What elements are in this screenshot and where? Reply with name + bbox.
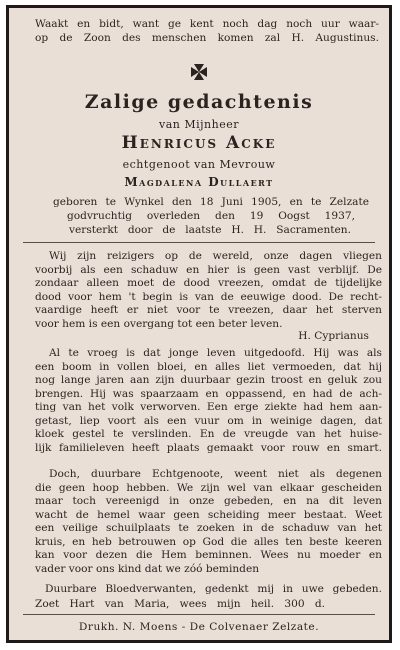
header-quote-text: op de Zoon des menschen komen zal [35,32,281,44]
indulgence-prayer: Zoet Hart van Maria, wees mijn heil. 300 d. [35,598,325,610]
header-quote-line-1: Waakt en bidt, want ge kent noch dag noch uur waar- [35,18,379,30]
paragraph-line: Al te vroeg is dat jonge leven uitgedoofd. Hij was als [49,347,382,359]
printer-credit: Drukh. N. Moens - De Colvenaer Zelzate. [78,621,320,633]
card-title: Zalige gedachtenis [84,91,314,113]
divider-bottom [23,614,375,615]
birth-line: geboren te Wynkel den 18 Juni 1905, en te Zelzate [53,196,369,208]
paragraph-line: die geen hoop hebben. We zijn wel van elkaar gescheiden [35,481,382,494]
paragraph-line: brengen. Hij was spaarzaam en oppassend, en had de ach- [35,387,382,400]
sacraments-line: versterkt door de laatste H. H. Sacramenten. [69,224,351,236]
paragraph-line: kan voor dezen die Hem beminnen. Wees nu moeder en [35,549,382,561]
paragraph-line: een veilige schuilplaats te zoeken in de schaduw van het [35,522,382,534]
spouse-intro: echtgenoot van Mevrouw [122,158,276,171]
maltese-cross-icon [17,63,381,85]
paragraph-line: Doch, duurbare Echtgenoote, weent niet als degenen [49,468,382,480]
paragraph-line: lijk familieleven heeft plaats gemaakt voor rouw en smart. [35,441,382,454]
paragraph-line: kruis, en heb betrouwen op God die alles ten beste keeren [35,535,382,548]
paragraph-line: kloek gestel te verslinden. En de vreugde van het huise- [35,428,382,440]
prayer-request: Duurbare Bloedverwanten, gedenkt mij in uwe gebeden. [45,583,382,595]
paragraph-line: vader voor ons kind dat we zóó beminden [35,562,260,575]
paragraph-life [35,347,382,455]
deceased-name: Henricus Acke [121,133,277,153]
paragraph-line: voor hem is een overgang tot een beter leven. [35,317,283,330]
memorial-card [6,5,392,643]
spouse-name: Magdalena Dullaert [124,175,274,189]
paragraph-spouse [35,468,382,576]
header-quote-line-2 [35,32,379,46]
paragraph-line: vaardige heeft er niet voor te vreezen, daar het sterven [35,304,382,316]
paragraph-line: zondaar alleen moet de dood vreezen, omdat de tijdelijke [35,277,382,289]
paragraph-reflection [35,250,382,331]
paragraph-line: een boom in vollen bloei, en alles liet vermoeden, dat hij [35,360,382,373]
van-mijnheer: van Mijnheer [159,118,239,131]
paragraph-line: dood voor hem 't begin is van de eeuwige dood. De recht- [35,290,382,303]
header-quote-author: H. Augustinus. [291,32,379,44]
paragraph-line: nog lange jaren aan zijn duurbaar gezin troost en geluk zou [35,374,382,386]
paragraph-line: voorbij als een schaduw en hier is geen vast verblijf. De [35,263,382,276]
card-content [17,14,381,634]
paragraph-line: getast, liep voort als een vuur om in weinige dagen, dat [35,414,382,427]
cyprianus-attribution: H. Cyprianus [298,330,369,342]
death-line: godvruchtig overleden den 19 Oogst 1937, [67,210,355,222]
paragraph-line: ting van het volk verworven. Een erge ziekte had hem aan- [35,401,382,413]
paragraph-line: Wij zijn reizigers op de wereld, onze dagen vliegen [49,250,382,262]
paragraph-line: maar toch vereenigd in onze gebeden, en na dit leven [35,495,382,507]
divider-top [23,242,375,243]
paragraph-line: wacht de hemel waar geen scheiding meer bestaat. Weet [35,508,382,521]
